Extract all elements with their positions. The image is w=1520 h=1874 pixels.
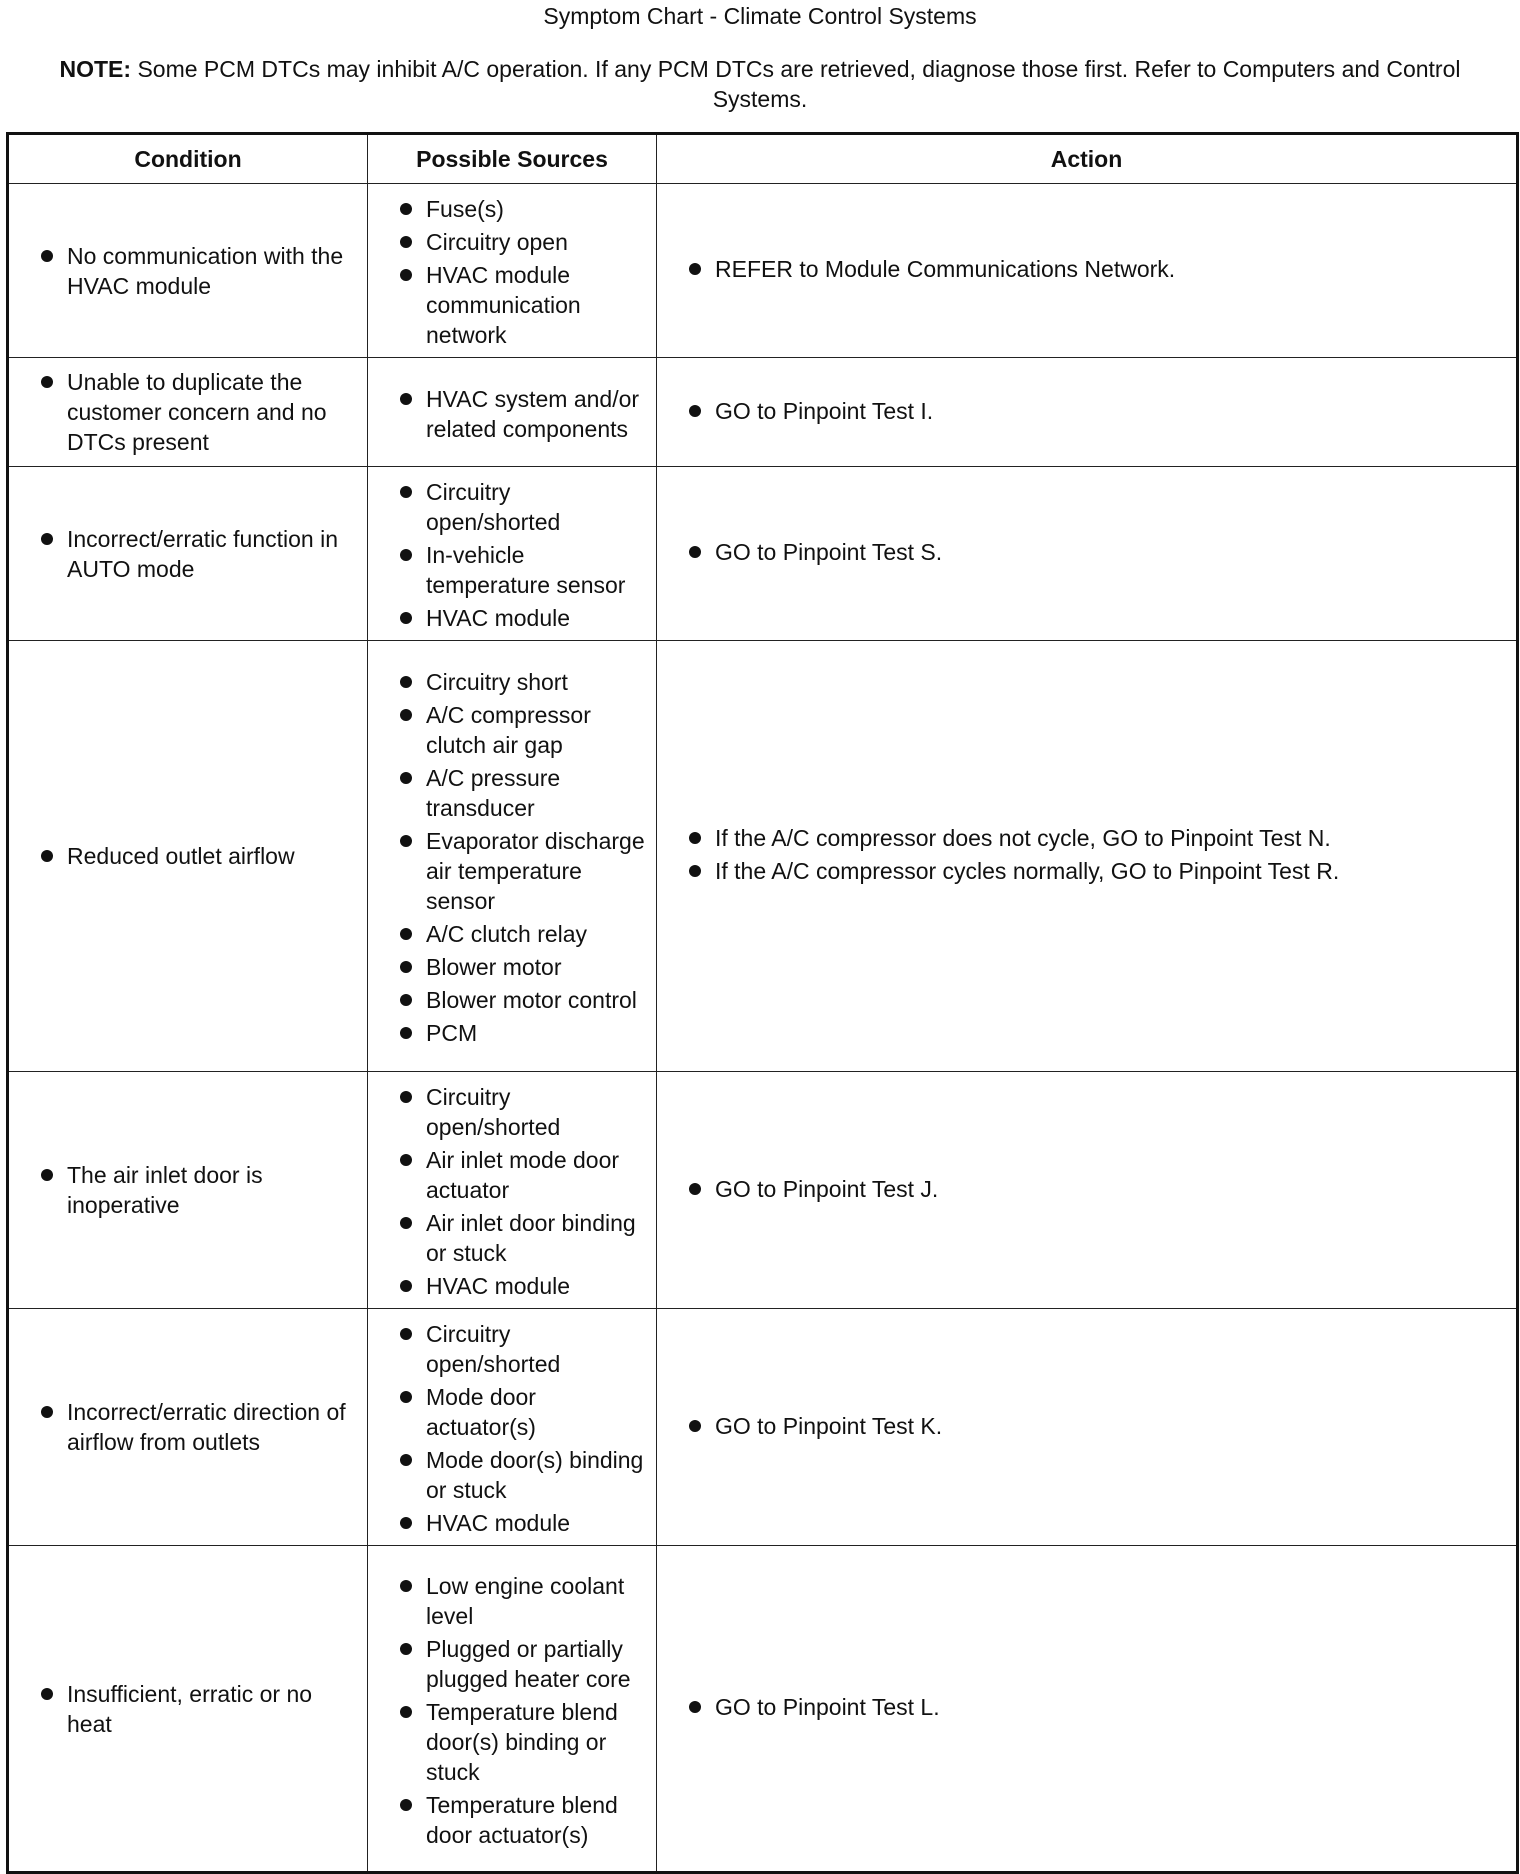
sources-cell: [368, 184, 657, 358]
condition-cell: [8, 1546, 368, 1873]
action-item: If the A/C compressor does not cycle, GO to Pinpoint Test N.: [715, 823, 1502, 853]
table-row: [8, 1072, 1518, 1309]
sources-cell: [368, 467, 657, 641]
condition-cell: [8, 358, 368, 467]
source-item: Air inlet mode door actuator: [426, 1145, 648, 1205]
document-title: Symptom Chart - Climate Control Systems: [543, 3, 977, 29]
condition-item: Insufficient, erratic or no heat: [67, 1679, 353, 1739]
sources-cell: [368, 1546, 657, 1873]
source-item: Temperature blend door actuator(s): [426, 1790, 648, 1850]
source-item: PCM: [426, 1018, 648, 1048]
source-item: Mode door(s) binding or stuck: [426, 1445, 648, 1505]
action-cell: [657, 184, 1518, 358]
header-possible-sources: Possible Sources: [368, 134, 657, 184]
action-cell: [657, 1072, 1518, 1309]
action-cell: [657, 641, 1518, 1072]
condition-cell: [8, 1309, 368, 1546]
source-item: Temperature blend door(s) binding or stuck: [426, 1697, 648, 1787]
action-item: GO to Pinpoint Test L.: [715, 1692, 1502, 1722]
source-item: Circuitry open/shorted: [426, 1319, 648, 1379]
note-paragraph: [30, 54, 1490, 114]
header-action: Action: [657, 134, 1518, 184]
source-item: Plugged or partially plugged heater core: [426, 1634, 648, 1694]
action-item: REFER to Module Communications Network.: [715, 254, 1502, 284]
table-row: [8, 358, 1518, 467]
source-item: HVAC module communication network: [426, 260, 648, 350]
source-item: A/C pressure transducer: [426, 763, 648, 823]
source-item: Blower motor: [426, 952, 648, 982]
action-item: If the A/C compressor cycles normally, GO to Pinpoint Test R.: [715, 856, 1502, 886]
source-item: Circuitry open: [426, 227, 648, 257]
source-item: Circuitry short: [426, 667, 648, 697]
action-cell: [657, 1546, 1518, 1873]
table-row: [8, 1309, 1518, 1546]
action-cell: [657, 1309, 1518, 1546]
table-row: [8, 184, 1518, 358]
sources-cell: [368, 1072, 657, 1309]
source-item: Circuitry open/shorted: [426, 477, 648, 537]
condition-cell: [8, 184, 368, 358]
action-cell: [657, 467, 1518, 641]
source-item: Fuse(s): [426, 194, 648, 224]
note-label: NOTE:: [59, 56, 132, 82]
action-item: GO to Pinpoint Test J.: [715, 1174, 1502, 1204]
condition-item: Reduced outlet airflow: [67, 841, 353, 871]
source-item: Low engine coolant level: [426, 1571, 648, 1631]
symptom-chart-table: [6, 132, 1519, 1874]
action-item: GO to Pinpoint Test I.: [715, 396, 1502, 426]
source-item: Evaporator discharge air temperature sensor: [426, 826, 648, 916]
condition-item: Incorrect/erratic function in AUTO mode: [67, 524, 353, 584]
action-item: GO to Pinpoint Test K.: [715, 1411, 1502, 1441]
condition-cell: [8, 467, 368, 641]
source-item: A/C clutch relay: [426, 919, 648, 949]
condition-item: Unable to duplicate the customer concern and no DTCs present: [67, 367, 353, 457]
action-cell: [657, 358, 1518, 467]
action-item: GO to Pinpoint Test S.: [715, 537, 1502, 567]
condition-item: No communication with the HVAC module: [67, 241, 353, 301]
sources-cell: [368, 641, 657, 1072]
source-item: Mode door actuator(s): [426, 1382, 648, 1442]
source-item: HVAC module: [426, 1271, 648, 1301]
source-item: Air inlet door binding or stuck: [426, 1208, 648, 1268]
table-row: [8, 1546, 1518, 1873]
sources-cell: [368, 358, 657, 467]
header-condition: Condition: [8, 134, 368, 184]
condition-cell: [8, 641, 368, 1072]
source-item: Blower motor control: [426, 985, 648, 1015]
sources-cell: [368, 1309, 657, 1546]
source-item: A/C compressor clutch air gap: [426, 700, 648, 760]
note-text: Some PCM DTCs may inhibit A/C operation. If any PCM DTCs are retrieved, diagnose those first. Refer to Computers and Control Systems.: [137, 56, 1461, 112]
source-item: Circuitry open/shorted: [426, 1082, 648, 1142]
table-row: [8, 467, 1518, 641]
table-row: [8, 641, 1518, 1072]
source-item: HVAC module: [426, 1508, 648, 1538]
condition-item: The air inlet door is inoperative: [67, 1160, 353, 1220]
source-item: HVAC module: [426, 603, 648, 633]
header-row: [8, 134, 1518, 184]
source-item: HVAC system and/or related components: [426, 384, 648, 444]
source-item: In-vehicle temperature sensor: [426, 540, 648, 600]
condition-cell: [8, 1072, 368, 1309]
condition-item: Incorrect/erratic direction of airflow from outlets: [67, 1397, 353, 1457]
